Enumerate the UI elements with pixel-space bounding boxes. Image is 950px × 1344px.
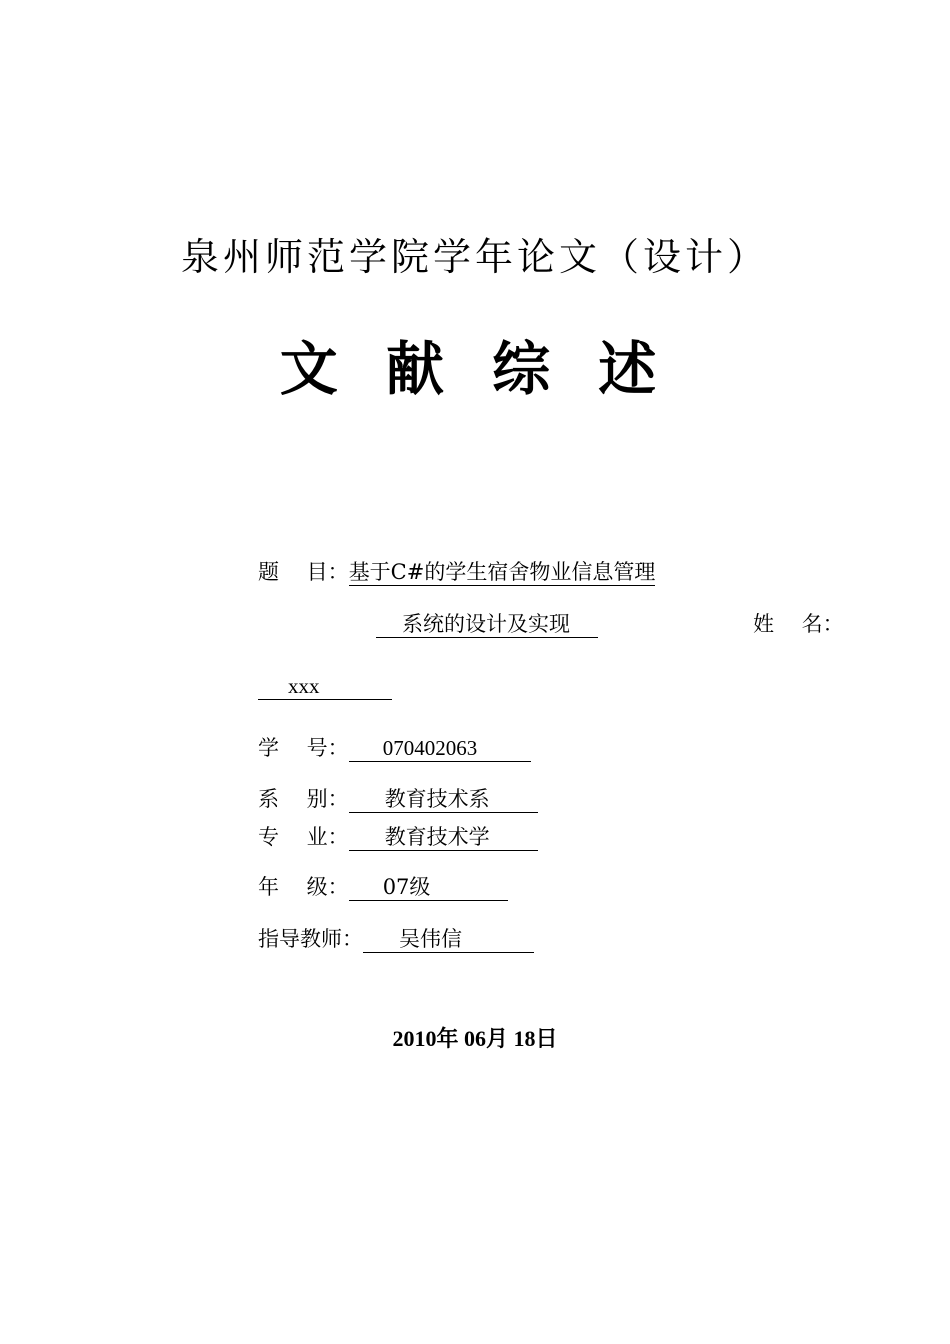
department-row — [258, 784, 538, 814]
major-row — [258, 822, 538, 852]
name-value: xxx — [258, 673, 392, 700]
advisor-row — [258, 924, 534, 954]
student-id-row — [258, 733, 531, 763]
university-title: 泉州师范学院学年论文（设计） — [180, 235, 769, 279]
student-id-label: 学 号： — [258, 736, 349, 760]
grade-value: 07级 — [349, 874, 509, 901]
topic-label: 题 目： — [258, 560, 349, 584]
department-value: 教育技术系 — [349, 786, 538, 813]
student-id-value: 070402063 — [349, 735, 532, 762]
name-label: 姓 名： — [753, 612, 844, 636]
major-label: 专 业： — [258, 825, 349, 849]
department-label: 系 别： — [258, 787, 349, 811]
topic-value-line1: 基于C#的学生宿舍物业信息管理 — [348, 560, 656, 584]
topic-row — [258, 557, 655, 587]
grade-label: 年 级： — [258, 875, 349, 899]
document-type-title: 文 献 综 述 — [279, 335, 671, 403]
advisor-value: 吴伟信 — [363, 926, 534, 953]
submission-date: 2010年 06月 18日 — [392, 1026, 558, 1051]
name-row — [258, 671, 392, 701]
advisor-label: 指导教师： — [258, 927, 363, 951]
topic-value-line2: 系统的设计及实现 — [376, 611, 598, 638]
grade-row — [258, 872, 508, 902]
topic-row-continued — [376, 609, 598, 639]
major-value: 教育技术学 — [349, 824, 538, 851]
